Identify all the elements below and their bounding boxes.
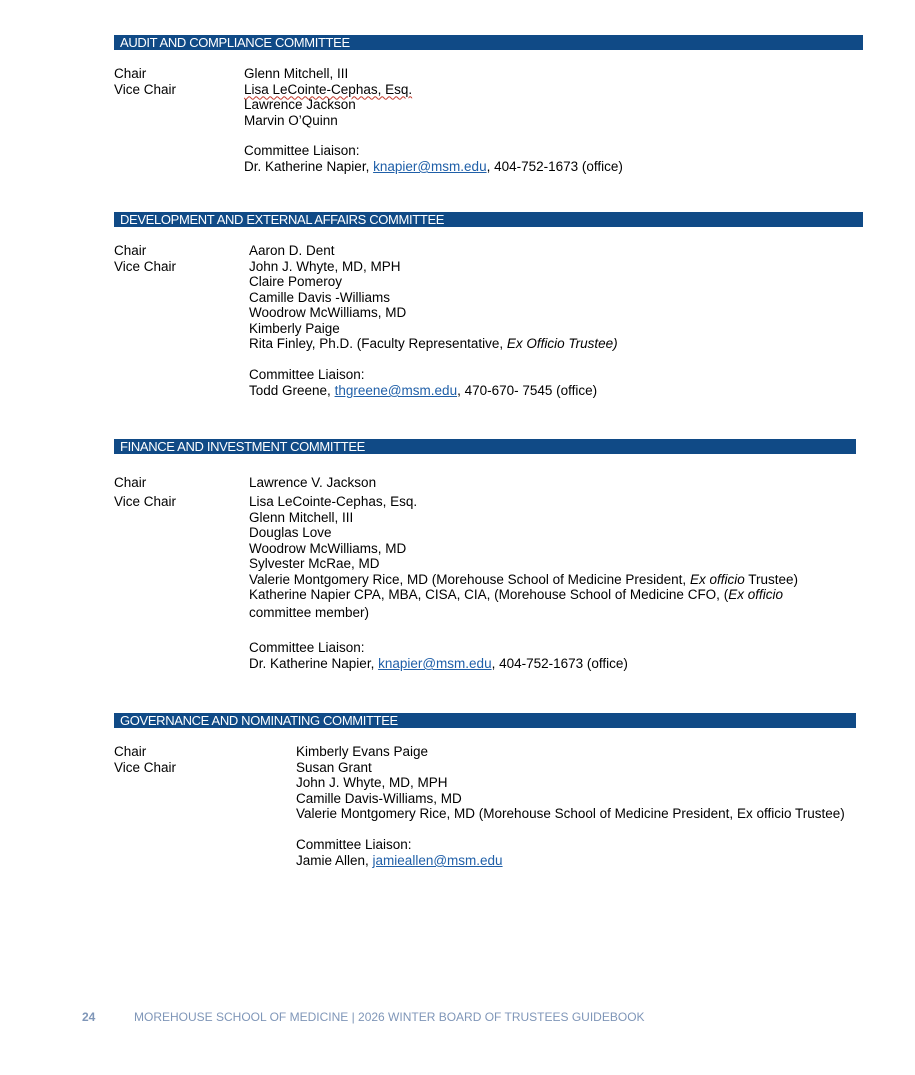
member-name: Kimberly Paige xyxy=(249,320,340,336)
liaison-name: Jamie Allen, xyxy=(296,853,373,868)
role-chair: Chair xyxy=(114,744,147,759)
role-vice-chair: Vice Chair xyxy=(114,258,177,274)
role-vice-chair: Vice Chair xyxy=(114,759,177,775)
liaison-name: Dr. Katherine Napier, xyxy=(244,159,374,174)
liaison-label: Committee Liaison: xyxy=(296,837,412,852)
member-name-continued: committee member) xyxy=(249,604,370,620)
section-header: GOVERNANCE AND NOMINATING COMMITTEE xyxy=(114,713,856,728)
member-list xyxy=(249,494,798,620)
member-role-italic: Ex officio xyxy=(728,587,783,602)
section-header: FINANCE AND INVESTMENT COMMITTEE xyxy=(114,439,856,454)
member-name-text: Lisa LeCointe-Cephas, Esq. xyxy=(249,494,418,509)
liaison-phone: , 404-752-1673 (office) xyxy=(491,656,628,671)
liaison-contact xyxy=(244,159,623,175)
member-name xyxy=(249,336,618,352)
member-name-text: Rita Finley, Ph.D. (Faculty Representative, xyxy=(249,336,507,351)
member-name: Aaron D. Dent xyxy=(249,243,335,258)
member-list xyxy=(249,243,618,352)
member-role-suffix: Trustee) xyxy=(744,571,799,587)
member-role-italic: Ex officio xyxy=(689,571,745,587)
member-name: Sylvester McRae, MD xyxy=(249,556,380,571)
member-name xyxy=(249,572,798,588)
committee-liaison xyxy=(249,367,597,399)
chair-name: Lawrence V. Jackson xyxy=(249,475,377,490)
liaison-label: Committee Liaison: xyxy=(249,367,365,382)
member-name: Glenn Mitchell, III xyxy=(244,66,349,81)
section-header: AUDIT AND COMPLIANCE COMMITTEE xyxy=(114,35,863,50)
liaison-email-link[interactable]: jamieallen@msm.edu xyxy=(372,853,503,868)
liaison-email-link[interactable]: knapier@msm.edu xyxy=(373,159,487,174)
liaison-label: Committee Liaison: xyxy=(249,640,365,655)
liaison-contact xyxy=(296,853,503,869)
member-name: Kimberly Evans Paige xyxy=(296,744,429,759)
footer-title: MOREHOUSE SCHOOL OF MEDICINE | 2026 WINTER BOARD OF TRUSTEES GUIDEBOOK xyxy=(134,1010,645,1024)
member-name: Claire Pomeroy xyxy=(249,274,343,289)
member-role-suffix: Trustee) xyxy=(564,336,618,351)
member-role-italic: Ex Officio xyxy=(506,336,565,351)
role-chair: Chair xyxy=(114,475,147,490)
member-name: Camille Davis -Williams xyxy=(249,289,391,305)
liaison-contact xyxy=(249,656,628,672)
member-name: John J. Whyte, MD, MPH xyxy=(249,258,401,274)
member-name: Lawrence Jackson xyxy=(244,97,356,112)
member-name-text: Valerie Montgomery Rice, MD (Morehouse School of Medicine President, xyxy=(249,571,690,587)
page-number: 24 xyxy=(82,1010,96,1024)
role-chair: Chair xyxy=(114,243,147,258)
role-chair: Chair xyxy=(114,66,147,81)
committee-liaison xyxy=(244,143,623,175)
member-list xyxy=(244,66,412,128)
member-name xyxy=(244,82,412,98)
role-vice-chair: Vice Chair xyxy=(114,81,177,97)
liaison-name: Todd Greene, xyxy=(249,383,335,398)
member-list xyxy=(296,744,845,822)
liaison-contact xyxy=(249,383,597,399)
member-name xyxy=(249,494,798,510)
member-name xyxy=(249,587,798,603)
liaison-name: Dr. Katherine Napier, xyxy=(249,656,379,671)
member-name: Marvin O’Quinn xyxy=(244,112,338,128)
committee-liaison xyxy=(296,837,503,869)
committee-liaison xyxy=(249,640,628,672)
liaison-email-link[interactable]: knapier@msm.edu xyxy=(378,656,492,671)
member-name: Camille Davis-Williams, MD xyxy=(296,790,462,806)
member-name: John J. Whyte, MD, MPH xyxy=(296,775,448,790)
liaison-phone: , 404-752-1673 (office) xyxy=(486,159,623,174)
member-name: Woodrow McWilliams, MD xyxy=(249,305,407,320)
member-name: Woodrow McWilliams, MD xyxy=(249,540,407,556)
section-header: DEVELOPMENT AND EXTERNAL AFFAIRS COMMITTEE xyxy=(114,212,863,227)
role-vice-chair: Vice Chair xyxy=(114,494,177,509)
member-name: Glenn Mitchell, III xyxy=(249,509,354,525)
liaison-phone: , 470-670- 7545 (office) xyxy=(457,383,598,398)
member-name: Valerie Montgomery Rice, MD (Morehouse School of Medicine President, Ex officio Trustee) xyxy=(296,806,845,821)
member-name-text: Lisa LeCointe-Cephas, Esq. xyxy=(244,81,413,97)
member-name: Douglas Love xyxy=(249,525,332,540)
liaison-email-link[interactable]: thgreene@msm.edu xyxy=(334,383,458,398)
liaison-label: Committee Liaison: xyxy=(244,143,360,158)
member-name: Susan Grant xyxy=(296,759,372,775)
member-name-text: Katherine Napier CPA, MBA, CISA, CIA, (Morehouse School of Medicine CFO, ( xyxy=(249,587,729,602)
